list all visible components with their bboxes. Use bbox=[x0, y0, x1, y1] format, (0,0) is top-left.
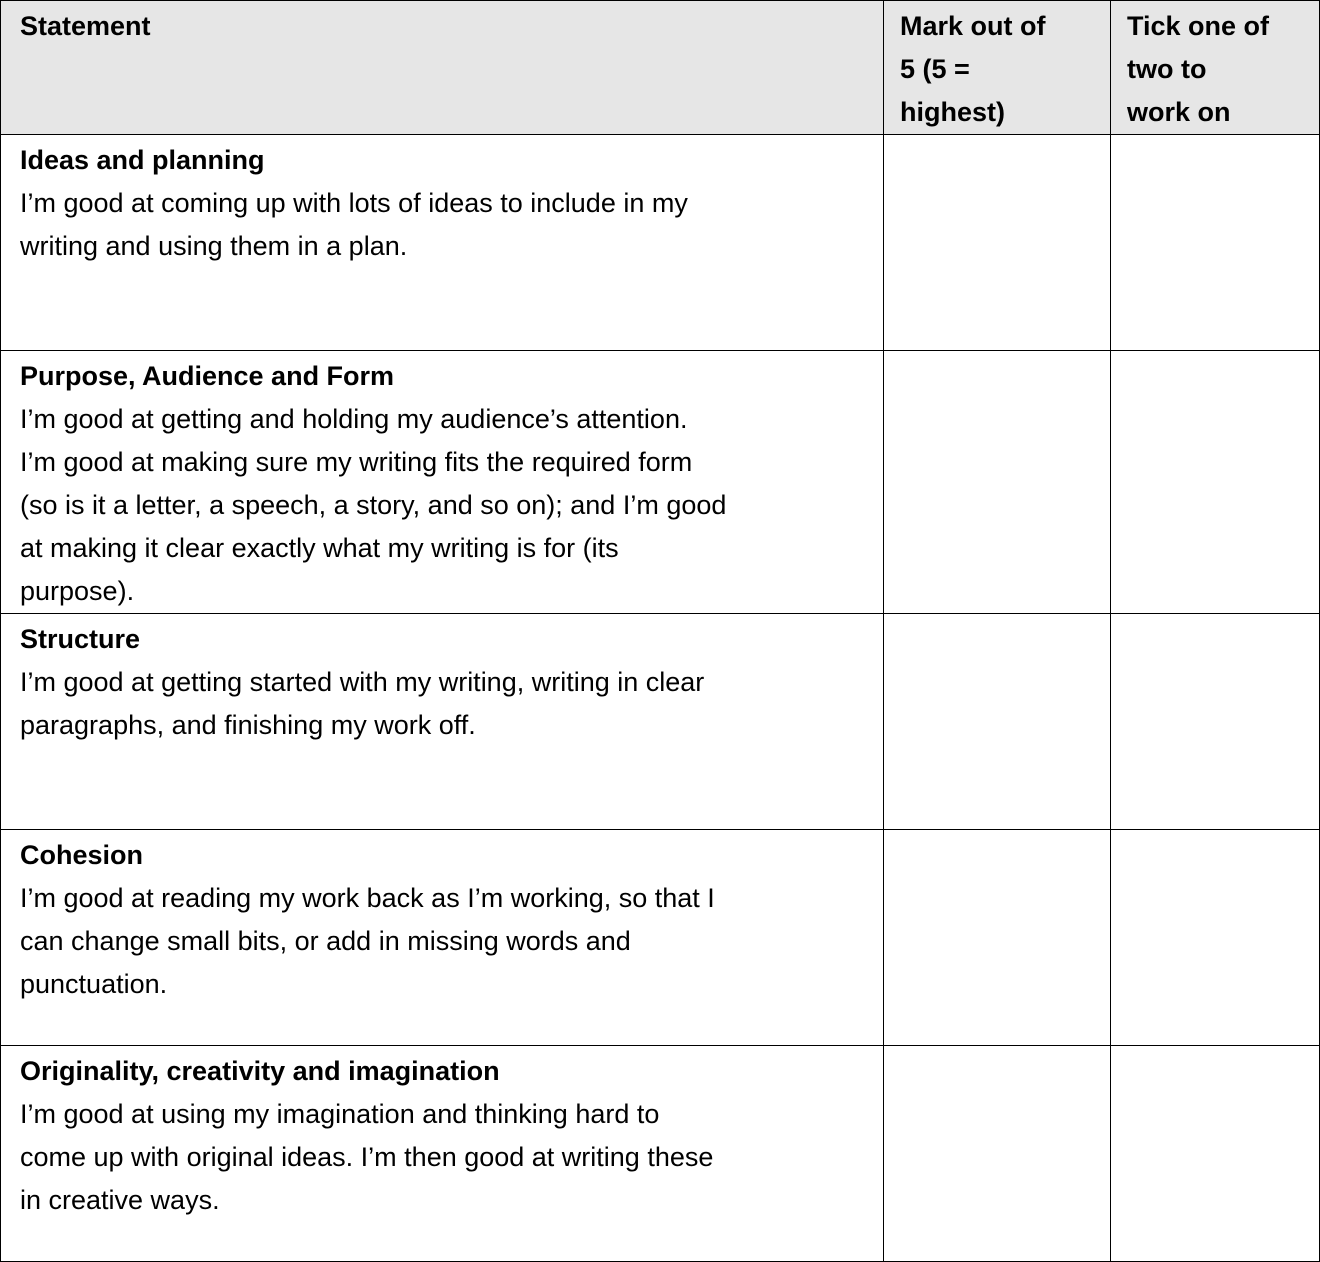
statement-cell bbox=[1, 1046, 884, 1262]
tick-cell[interactable] bbox=[1111, 135, 1320, 351]
mark-cell[interactable] bbox=[884, 830, 1111, 1046]
tick-cell[interactable] bbox=[1111, 830, 1320, 1046]
statement-title: Originality, creativity and imagination bbox=[20, 1056, 500, 1086]
header-row bbox=[1, 1, 1320, 135]
statement-line: (so is it a letter, a speech, a story, and so on); and I’m good bbox=[20, 490, 727, 520]
header-tick-line: Tick one of bbox=[1127, 11, 1270, 41]
statement-line: I’m good at using my imagination and thinking hard to bbox=[20, 1099, 660, 1129]
table-row bbox=[1, 351, 1320, 614]
header-statement bbox=[1, 1, 884, 135]
mark-cell[interactable] bbox=[884, 351, 1111, 614]
statement-title: Cohesion bbox=[20, 840, 144, 870]
statement-line: I’m good at reading my work back as I’m working, so that I bbox=[20, 883, 715, 913]
statement-cell bbox=[1, 614, 884, 830]
header-mark-line: 5 (5 = bbox=[900, 54, 970, 84]
header-tick-line: two to bbox=[1127, 54, 1207, 84]
statement-cell bbox=[1, 830, 884, 1046]
tick-cell[interactable] bbox=[1111, 351, 1320, 614]
statement-line: purpose). bbox=[20, 576, 135, 606]
statement-cell bbox=[1, 351, 884, 614]
table-row bbox=[1, 135, 1320, 351]
statement-line: punctuation. bbox=[20, 969, 168, 999]
statement-line: come up with original ideas. I’m then good at writing these bbox=[20, 1142, 714, 1172]
mark-cell[interactable] bbox=[884, 135, 1111, 351]
statement-line: I’m good at getting and holding my audience’s attention. bbox=[20, 404, 688, 434]
header-tick-line: work on bbox=[1127, 97, 1231, 127]
statement-title: Structure bbox=[20, 624, 141, 654]
header-tick bbox=[1111, 1, 1320, 135]
statement-cell bbox=[1, 135, 884, 351]
table-row bbox=[1, 1046, 1320, 1262]
table-row bbox=[1, 830, 1320, 1046]
statement-line: writing and using them in a plan. bbox=[20, 231, 408, 261]
header-mark bbox=[884, 1, 1111, 135]
statement-line: I’m good at coming up with lots of ideas to include in my bbox=[20, 188, 688, 218]
table-row bbox=[1, 614, 1320, 830]
statement-line: I’m good at getting started with my writing, writing in clear bbox=[20, 667, 705, 697]
tick-cell[interactable] bbox=[1111, 1046, 1320, 1262]
statement-line: paragraphs, and finishing my work off. bbox=[20, 710, 476, 740]
statement-line: in creative ways. bbox=[20, 1185, 220, 1215]
header-mark-line: Mark out of bbox=[900, 11, 1046, 41]
statement-title: Purpose, Audience and Form bbox=[20, 361, 395, 391]
header-statement-label: Statement bbox=[20, 11, 151, 41]
statement-line: I’m good at making sure my writing fits the required form bbox=[20, 447, 693, 477]
statement-line: at making it clear exactly what my writing is for (its bbox=[20, 533, 619, 563]
statement-line: can change small bits, or add in missing words and bbox=[20, 926, 631, 956]
statement-title: Ideas and planning bbox=[20, 145, 265, 175]
tick-cell[interactable] bbox=[1111, 614, 1320, 830]
mark-cell[interactable] bbox=[884, 614, 1111, 830]
header-mark-line: highest) bbox=[900, 97, 1005, 127]
mark-cell[interactable] bbox=[884, 1046, 1111, 1262]
